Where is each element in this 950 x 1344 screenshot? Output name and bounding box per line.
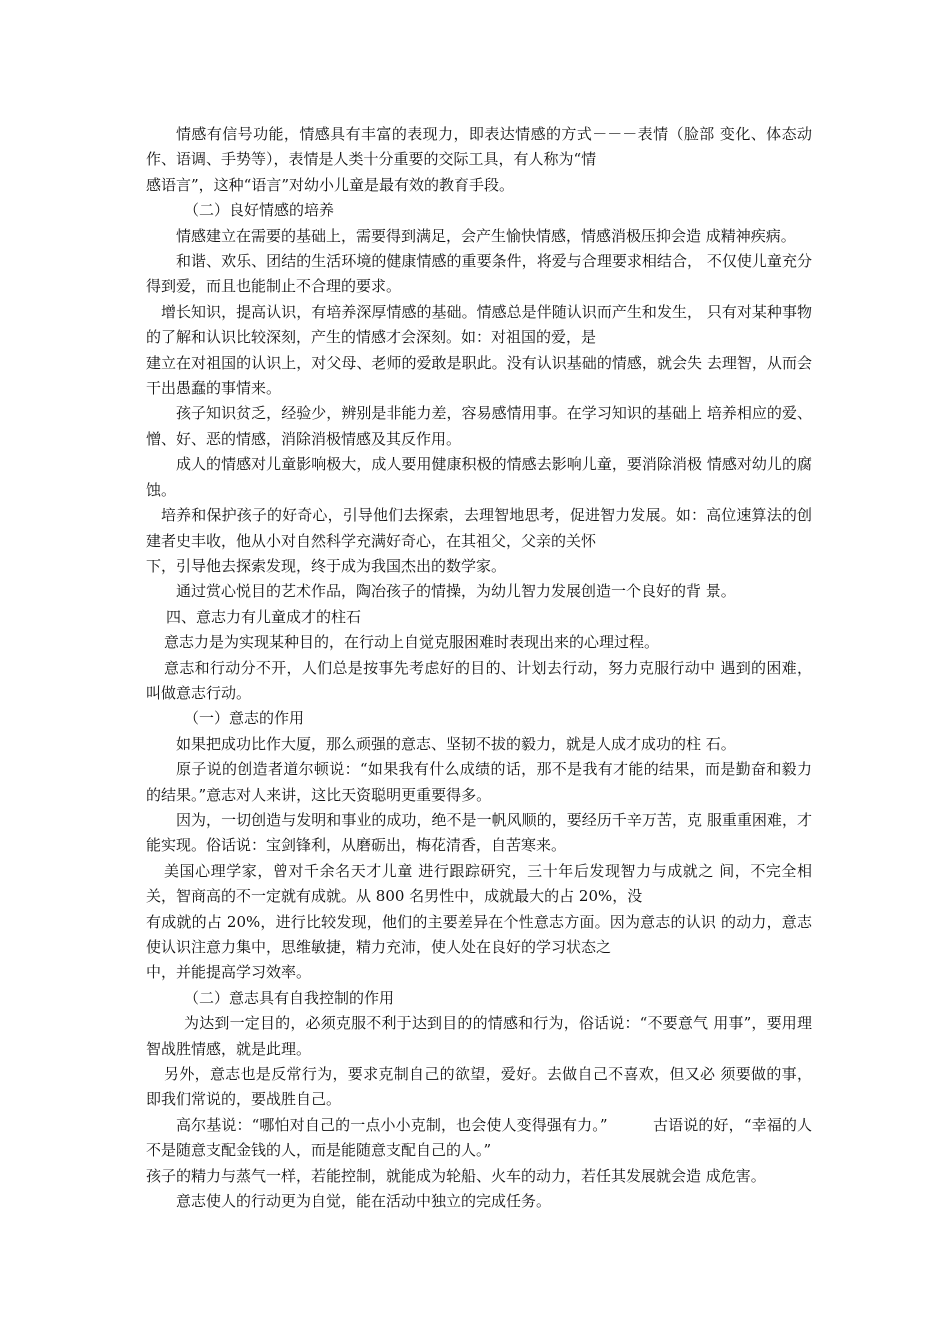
paragraph: 意志和行动分不开，人们总是按事先考虑好的目的、计划去行动，努力克服行动中 遇到的困难，叫做意志行动。	[146, 658, 812, 702]
paragraph: 有成就的占 20%，进行比较发现，他们的主要差异在个性意志方面。因为意志的认识 的动力，意志使认识注意力集中，思维敏捷，精力充沛，使人处在良好的学习状态之	[146, 912, 812, 956]
paragraph: 情感有信号功能，情感具有丰富的表现力，即表达情感的方式－－－表情（脸部 变化、体态动作、语调、手势等），表情是人类十分重要的交际工具，有人称为“情	[146, 125, 812, 169]
paragraph: 四、意志力有儿童成才的柱石	[166, 607, 362, 626]
paragraph: 培养和保护孩子的好奇心，引导他们去探索，去理智地思考，促进智力发展。如：高位速算法的创建者史丰收，他从小对自然科学充满好奇心，在其祖父，父亲的关怀	[146, 506, 812, 550]
paragraph: 建立在对祖国的认识上，对父母、老师的爱敢是职此。没有认识基础的情感，就会失 去理智，从而会干出愚蠢的事情来。	[146, 353, 812, 398]
paragraph: 美国心理学家，曾对千余名天才儿童 进行跟踪研究，三十年后发现智力与成就之 间，不完全相关，智商高的不一定就有成就。从 800 名男性中，成就最大的占 20%，没	[146, 861, 812, 906]
paragraph: 原子说的创造者道尔顿说：“如果我有什么成绩的话，那不是我有才能的结果，而是勤奋和毅力的结果。”意志对人来讲，这比天资聪明更重要得多。	[146, 760, 812, 804]
paragraph: 另外，意志也是反常行为，要求克制自己的欲望，爱好。去做自己不喜欢，但又必 须要做的事，即我们常说的，要战胜自己。	[146, 1065, 812, 1109]
paragraph: 感语言”，这种“语言”对幼小儿童是最有效的教育手段。	[146, 175, 515, 194]
paragraph: 意志力是为实现某种目的，在行动上自觉克服困难时表现出来的心理过程。	[164, 633, 660, 652]
paragraph: 中，并能提高学习效率。	[146, 963, 312, 982]
paragraph: 如果把成功比作大厦，那么顽强的意志、坚韧不拔的毅力，就是人成才成功的柱 石。	[176, 734, 736, 753]
paragraph: 下，引导他去探索发现，终于成为我国杰出的数学家。	[146, 556, 507, 575]
paragraph: 孩子的精力与蒸气一样，若能控制，就能成为轮船、火车的动力，若任其发展就会造 成危害。	[146, 1166, 766, 1185]
paragraph: 成人的情感对儿童影响极大，成人要用健康积极的情感去影响儿童，要消除消极 情感对幼儿的腐蚀。	[146, 455, 812, 499]
paragraph: （二）意志具有自我控制的作用	[184, 988, 395, 1007]
paragraph: 情感建立在需要的基础上，需要得到满足，会产生愉快情感，情感消极压抑会造 成精神疾病。	[176, 226, 796, 245]
paragraph: 通过赏心悦目的艺术作品，陶冶孩子的情操，为幼儿智力发展创造一个良好的背 景。	[176, 582, 736, 601]
paragraph: （一）意志的作用	[184, 709, 305, 728]
paragraph: 增长知识，提高认识，有培养深厚情感的基础。情感总是伴随认识而产生和发生， 只有对某种事物的了解和认识比较深刻，产生的情感才会深刻。如：对祖国的爱，是	[146, 302, 812, 347]
paragraph: 意志使人的行动更为自觉，能在活动中独立的完成任务。	[176, 1192, 552, 1211]
document-page	[146, 122, 812, 1214]
paragraph: 为达到一定目的，必须克服不利于达到目的的情感和行为，俗话说：“不要意气 用事”，要用理智战胜情感，就是此理。	[146, 1014, 812, 1058]
paragraph: 和谐、欢乐、团结的生活环境的健康情感的重要条件，将爱与合理要求相结合， 不仅使儿童充分得到爱，而且也能制止不合理的要求。	[146, 252, 812, 296]
paragraph: 因为，一切创造与发明和事业的成功，绝不是一帆风顺的，要经历千辛万苦，克 服重重困难，才能实现。俗话说：宝剑锋利，从磨砺出，梅花清香，自苦寒来。	[146, 810, 812, 855]
paragraph: 孩子知识贫乏，经验少，辨别是非能力差，容易感情用事。在学习知识的基础上 培养相应的爱、憎、好、恶的情感，消除消极情感及其反作用。	[146, 404, 812, 448]
paragraph: 高尔基说：“哪怕对自己的一点小小克制，也会使人变得强有力。” 古语说的好，“幸福的人不是随意支配金钱的人，而是能随意支配自己的人。”	[146, 1115, 812, 1160]
paragraph: （二）良好情感的培养	[184, 201, 335, 220]
